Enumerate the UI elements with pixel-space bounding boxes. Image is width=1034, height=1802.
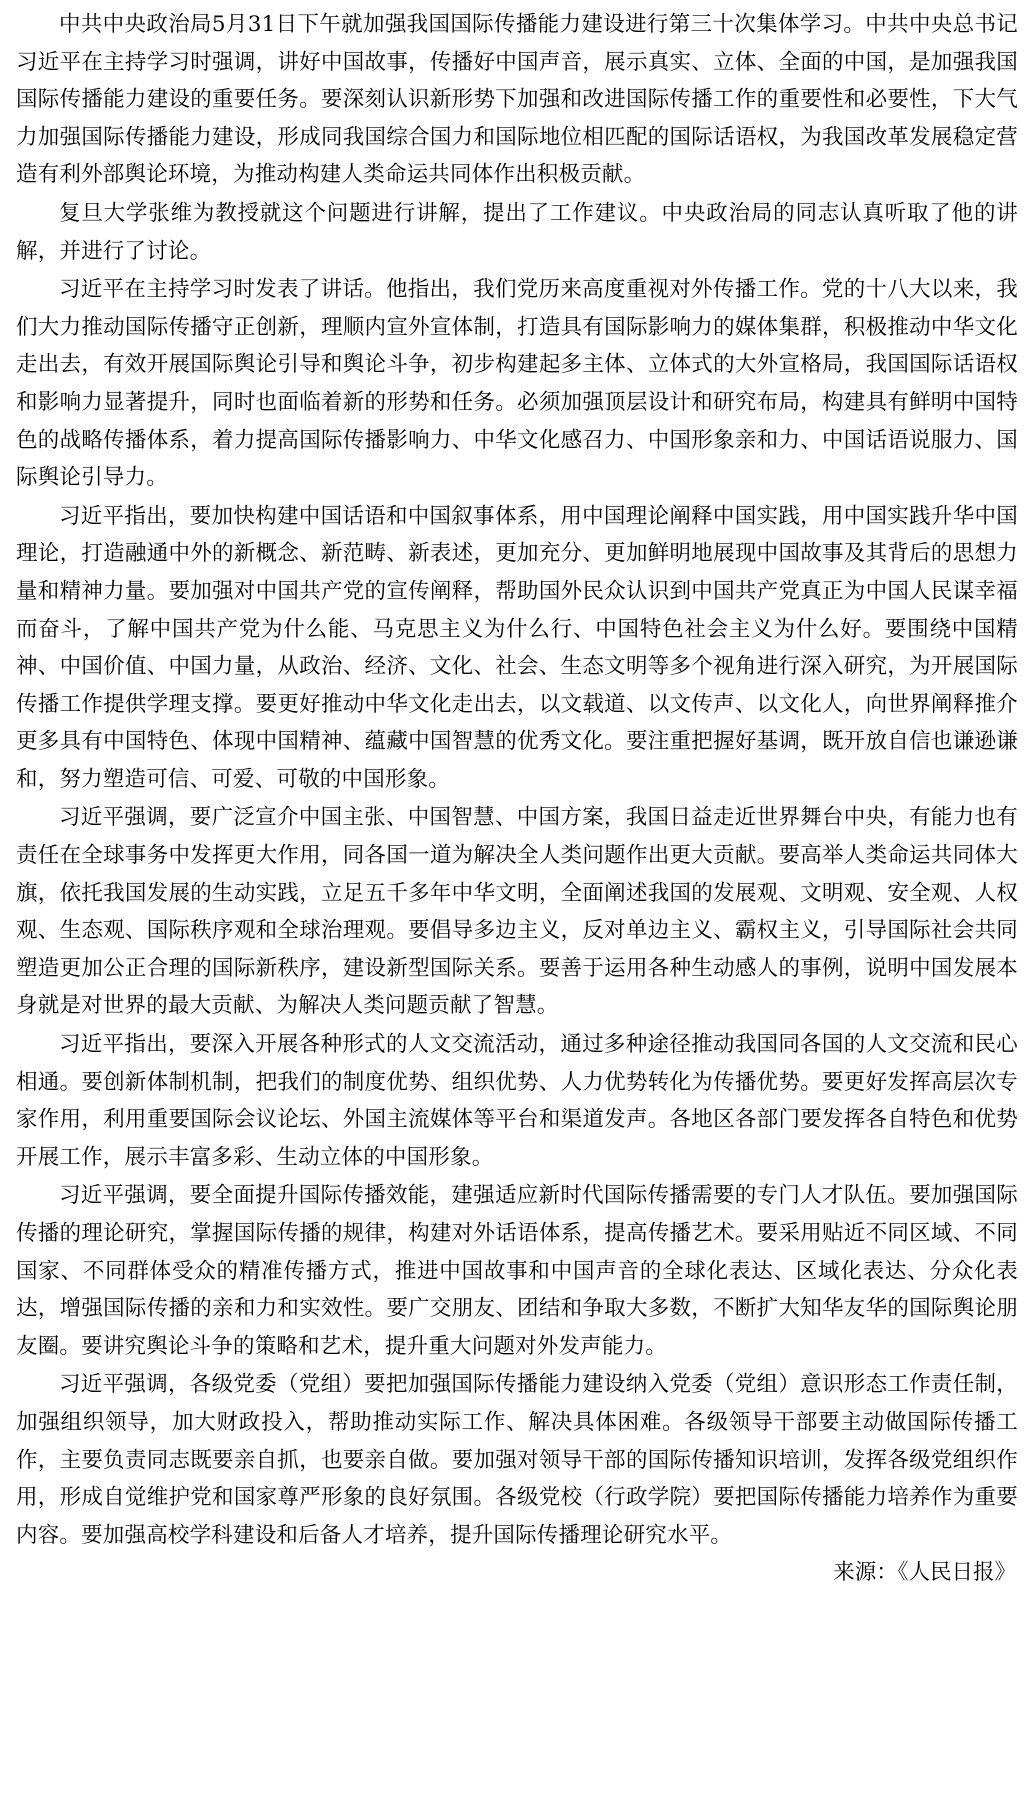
article-body [16, 6, 1018, 1592]
article-paragraph: 习近平指出，要深入开展各种形式的人文交流活动，通过多种途径推动我国同各国的人文交流和民心相通。要创新体制机制，把我们的制度优势、组织优势、人力优势转化为传播优势。要更好发挥高层次专家作用，利用重要国际会议论坛、外国主流媒体等平台和渠道发声。各地区各部门要发挥各自特色和优势开展工作，展示丰富多彩、生动立体的中国形象。 [16, 1032, 1018, 1170]
article-paragraph: 习近平在主持学习时发表了讲话。他指出，我们党历来高度重视对外传播工作。党的十八大以来，我们大力推动国际传播守正创新，理顺内宣外宣体制，打造具有国际影响力的媒体集群，积极推动中华文化走出去，有效开展国际舆论引导和舆论斗争，初步构建起多主体、立体式的大外宣格局，我国国际话语权和影响力显著提升，同时也面临着新的形势和任务。必须加强顶层设计和研究布局，构建具有鲜明中国特色的战略传播体系，着力提高国际传播影响力、中华文化感召力、中国形象亲和力、中国话语说服力、国际舆论引导力。 [16, 277, 1018, 491]
article-paragraph: 中共中央政治局5月31日下午就加强我国国际传播能力建设进行第三十次集体学习。中共中央总书记习近平在主持学习时强调，讲好中国故事，传播好中国声音，展示真实、立体、全面的中国，是加强我国国际传播能力建设的重要任务。要深刻认识新形势下加强和改进国际传播工作的重要性和必要性，下大气力加强国际传播能力建设，形成同我国综合国力和国际地位相匹配的国际话语权，为我国改革发展稳定营造有利外部舆论环境，为推动构建人类命运共同体作出积极贡献。 [16, 12, 1018, 188]
article-paragraph: 习近平强调，要广泛宣介中国主张、中国智慧、中国方案，我国日益走近世界舞台中央，有能力也有责任在全球事务中发挥更大作用，同各国一道为解决全人类问题作出更大贡献。要高举人类命运共同体大旗，依托我国发展的生动实践，立足五千多年中华文明，全面阐述我国的发展观、文明观、安全观、人权观、生态观、国际秩序观和全球治理观。要倡导多边主义，反对单边主义、霸权主义，引导国际社会共同塑造更加公正合理的国际新秩序，建设新型国际关系。要善于运用各种生动感人的事例，说明中国发展本身就是对世界的最大贡献、为解决人类问题贡献了智慧。 [16, 805, 1018, 1019]
article-paragraph: 习近平强调，要全面提升国际传播效能，建强适应新时代国际传播需要的专门人才队伍。要加强国际传播的理论研究，掌握国际传播的规律，构建对外话语体系，提高传播艺术。要采用贴近不同区域、不同国家、不同群体受众的精准传播方式，推进中国故事和中国声音的全球化表达、区域化表达、分众化表达，增强国际传播的亲和力和实效性。要广交朋友、团结和争取大多数，不断扩大知华友华的国际舆论朋友圈。要讲究舆论斗争的策略和艺术，提升重大问题对外发声能力。 [16, 1183, 1018, 1359]
article-paragraph: 复旦大学张维为教授就这个问题进行讲解，提出了工作建议。中央政治局的同志认真听取了他的讲解，并进行了讨论。 [16, 200, 1018, 264]
article-paragraph: 习近平指出，要加快构建中国话语和中国叙事体系，用中国理论阐释中国实践，用中国实践升华中国理论，打造融通中外的新概念、新范畴、新表述，更加充分、更加鲜明地展现中国故事及其背后的思想力量和精神力量。要加强对中国共产党的宣传阐释，帮助国外民众认识到中国共产党真正为中国人民谋幸福而奋斗，了解中国共产党为什么能、马克思主义为什么行、中国特色社会主义为什么好。要围绕中国精神、中国价值、中国力量，从政治、经济、文化、社会、生态文明等多个视角进行深入研究，为开展国际传播工作提供学理支撑。要更好推动中华文化走出去，以文载道、以文传声、以文化人，向世界阐释推介更多具有中国特色、体现中国精神、蕴藏中国智慧的优秀文化。要注重把握好基调，既开放自信也谦逊谦和，努力塑造可信、可爱、可敬的中国形象。 [16, 503, 1018, 792]
article-paragraph: 习近平强调，各级党委（党组）要把加强国际传播能力建设纳入党委（党组）意识形态工作责任制，加强组织领导，加大财政投入，帮助推动实际工作、解决具体困难。各级领导干部要主动做国际传播工作，主要负责同志既要亲自抓，也要亲自做。要加强对领导干部的国际传播知识培训，发挥各级党组织作用，形成自觉维护党和国家尊严形象的良好氛围。各级党校（行政学院）要把国际传播能力培养作为重要内容。要加强高校学科建设和后备人才培养，提升国际传播理论研究水平。 [16, 1372, 1018, 1548]
source-attribution: 来源：《人民日报》 [833, 1560, 1016, 1586]
